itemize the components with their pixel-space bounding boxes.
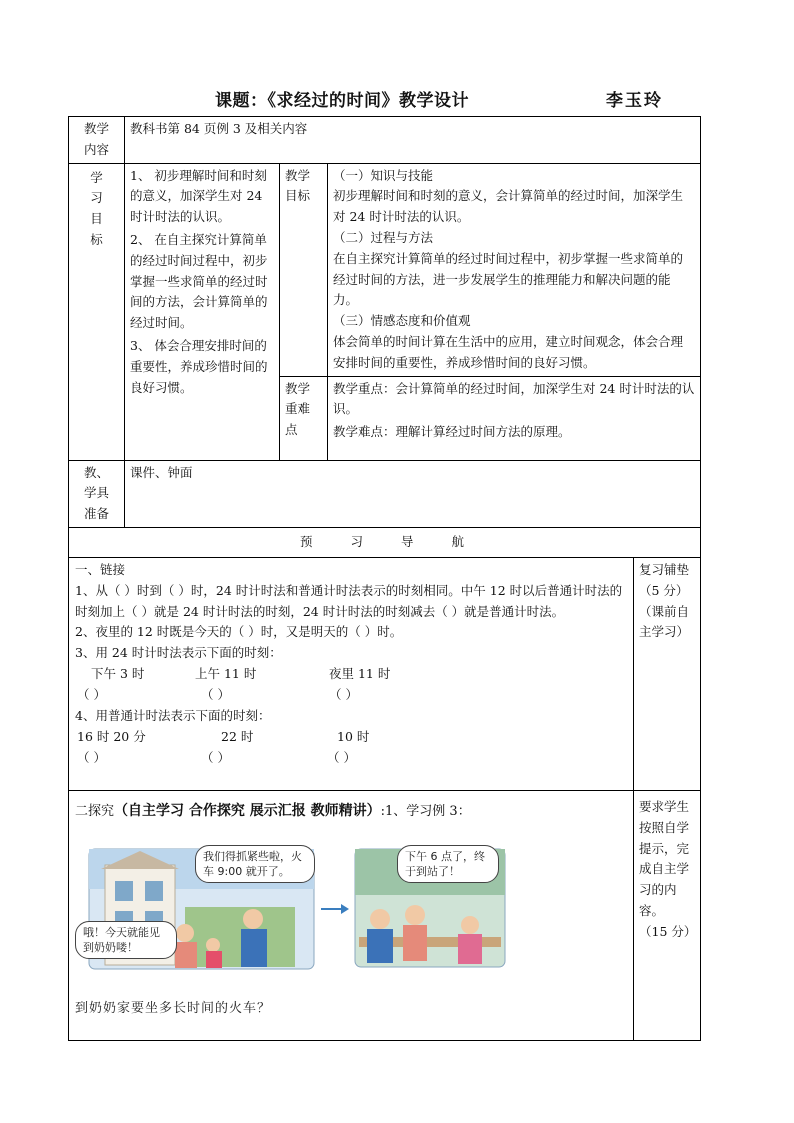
lesson-plan-table bbox=[68, 116, 701, 1041]
goals-label-char: 习 bbox=[90, 190, 103, 206]
key-label-line2: 重难 bbox=[285, 401, 311, 417]
key-point-text: 教学重点：会计算简单的经过时间，加深学生对 24 时计时法的认识。 bbox=[333, 380, 695, 417]
explore-side-line: 提示，完 bbox=[639, 840, 690, 856]
goal-item: 3、 体会合理安排时间的重要性，养成珍惜时间的良好习惯。 bbox=[130, 337, 268, 395]
difficulty-text: 教学难点：理解计算经过时间方法的原理。 bbox=[333, 424, 571, 440]
answer-blank: （ ） bbox=[201, 749, 230, 765]
goals-label-char: 学 bbox=[90, 169, 103, 185]
review-side-line: 复习铺垫 bbox=[639, 561, 690, 577]
target-heading-values: （三）情感态度和价值观 bbox=[333, 313, 471, 329]
q4-item: 22 时 bbox=[221, 728, 254, 744]
review-heading: 一、链接 bbox=[75, 561, 126, 577]
target-label-line2: 目标 bbox=[285, 188, 311, 204]
review-question-1: 1、从（ ）时到（ ）时，24 时计时法和普通计时法表示的时刻相同。中午 12 时以后普通计时法的时刻加上（ ）就是 24 时计时法的时刻，24 时计时法的时刻减去（ ）就是普通计时法。 bbox=[75, 582, 623, 619]
explore-heading bbox=[75, 801, 628, 823]
tools-label-line3: 准备 bbox=[83, 506, 109, 522]
lesson-title: 课题：《求经过的时间》教学设计 bbox=[215, 91, 469, 111]
goal-item: 2、 在自主探究计算简单的经过时间过程中，初步掌握一些求简单的经过时间的方法，会计算简单的经过时间。 bbox=[130, 231, 268, 331]
q4-item: 16 时 20 分 bbox=[77, 728, 146, 744]
nav-row bbox=[69, 527, 701, 557]
tools-row bbox=[69, 460, 701, 527]
review-side-line: 主学习） bbox=[639, 624, 690, 640]
goals-list-cell bbox=[125, 163, 280, 460]
explore-row bbox=[69, 790, 701, 1040]
review-q3-blanks bbox=[75, 685, 628, 706]
goals-row bbox=[69, 163, 701, 376]
answer-blank: （ ） bbox=[77, 686, 106, 702]
nav-header: 预习导航 bbox=[69, 527, 701, 557]
review-question-4: 4、用普通计时法表示下面的时刻： bbox=[75, 707, 271, 723]
target-text-cell bbox=[328, 163, 701, 376]
q4-item: 10 时 bbox=[337, 728, 370, 744]
key-label-cell bbox=[280, 376, 328, 460]
q3-item: 夜里 11 时 bbox=[329, 665, 391, 681]
author-name: 李玉玲 bbox=[606, 91, 663, 111]
content-label-line2: 内容 bbox=[83, 141, 109, 157]
target-text-knowledge: 初步理解时间和时刻的意义，会计算简单的经过时间，加深学生对 24 时计时法的认识。 bbox=[333, 188, 684, 225]
key-label-line1: 教学 bbox=[285, 380, 311, 396]
document-title bbox=[0, 86, 794, 112]
tools-label-cell bbox=[69, 460, 125, 527]
q3-item: 上午 11 时 bbox=[195, 665, 257, 681]
target-text-process: 在自主探究计算简单的经过时间过程中，初步掌握一些求简单的经过时间的方法，进一步发展学生的推理能力和解决问题的能力。 bbox=[333, 250, 684, 308]
answer-blank: （ ） bbox=[77, 749, 106, 765]
review-question-3: 3、用 24 时计时法表示下面的时刻： bbox=[75, 645, 282, 661]
content-label-cell bbox=[69, 117, 125, 164]
review-side-note bbox=[634, 557, 701, 790]
content-text: 教科书第 84 页例 3 及相关内容 bbox=[125, 117, 701, 164]
q3-item: 下午 3 时 bbox=[91, 665, 145, 681]
review-q4-items bbox=[75, 727, 628, 748]
target-label-line1: 教学 bbox=[285, 167, 311, 183]
review-side-line: （课前自 bbox=[639, 603, 690, 619]
tools-text: 课件、钟面 bbox=[125, 460, 701, 527]
explore-side-line: 习的内容。 bbox=[639, 882, 677, 918]
review-cell bbox=[69, 557, 634, 790]
explore-suffix: :1、学习例 3： bbox=[380, 803, 471, 819]
explore-side-line: （15 分） bbox=[639, 923, 697, 939]
key-text-cell bbox=[328, 376, 701, 460]
explore-side-note bbox=[634, 790, 701, 1040]
goals-label-char: 目 bbox=[90, 211, 103, 227]
key-label-line3: 点 bbox=[285, 422, 298, 438]
example-question: 到奶奶家要坐多长时间的火车？ bbox=[75, 1000, 272, 1016]
goals-label-cell bbox=[69, 163, 125, 460]
tools-label-line2: 学具 bbox=[83, 485, 109, 501]
explore-steps: （自主学习 合作探究 展示汇报 教师精讲） bbox=[114, 802, 381, 819]
tools-label-line1: 教、 bbox=[83, 464, 109, 480]
target-heading-process: （二）过程与方法 bbox=[333, 229, 434, 245]
review-question-2: 2、夜里的 12 时既是今天的（ ）时，又是明天的（ ）时。 bbox=[75, 624, 403, 640]
review-side-line: （5 分） bbox=[639, 582, 689, 598]
answer-blank: （ ） bbox=[327, 749, 356, 765]
example-illustration bbox=[75, 845, 515, 995]
review-q3-items bbox=[75, 664, 628, 685]
explore-prefix: 二探究 bbox=[75, 803, 115, 819]
content-label-line1: 教学 bbox=[83, 121, 109, 136]
goals-label-char: 标 bbox=[90, 231, 103, 247]
review-q4-blanks bbox=[75, 748, 628, 769]
explore-cell bbox=[69, 790, 634, 1040]
explore-side-line: 要求学生 bbox=[639, 798, 690, 814]
goal-item: 1、 初步理解时间和时刻的意义，加深学生对 24 时计时法的认识。 bbox=[130, 167, 267, 225]
answer-blank: （ ） bbox=[329, 686, 358, 702]
review-row bbox=[69, 557, 701, 790]
content-row bbox=[69, 117, 701, 164]
target-label-cell bbox=[280, 163, 328, 376]
answer-blank: （ ） bbox=[201, 686, 230, 702]
target-heading-knowledge: （一）知识与技能 bbox=[333, 167, 434, 183]
target-text-values: 体会简单的时间计算在生活中的应用，建立时间观念，体会合理安排时间的重要性，养成珍惜时间的良好习惯。 bbox=[333, 333, 684, 370]
speech-bubble-father: 我们得抓紧些啦，火车 9:00 就开了。 bbox=[195, 845, 315, 883]
explore-side-line: 成自主学 bbox=[639, 861, 690, 877]
explore-side-line: 按照自学 bbox=[639, 819, 690, 835]
speech-bubble-child: 哦！今天就能见到奶奶喽！ bbox=[75, 921, 177, 959]
speech-bubble-arrival: 下午 6 点了，终于到站了！ bbox=[397, 845, 499, 883]
